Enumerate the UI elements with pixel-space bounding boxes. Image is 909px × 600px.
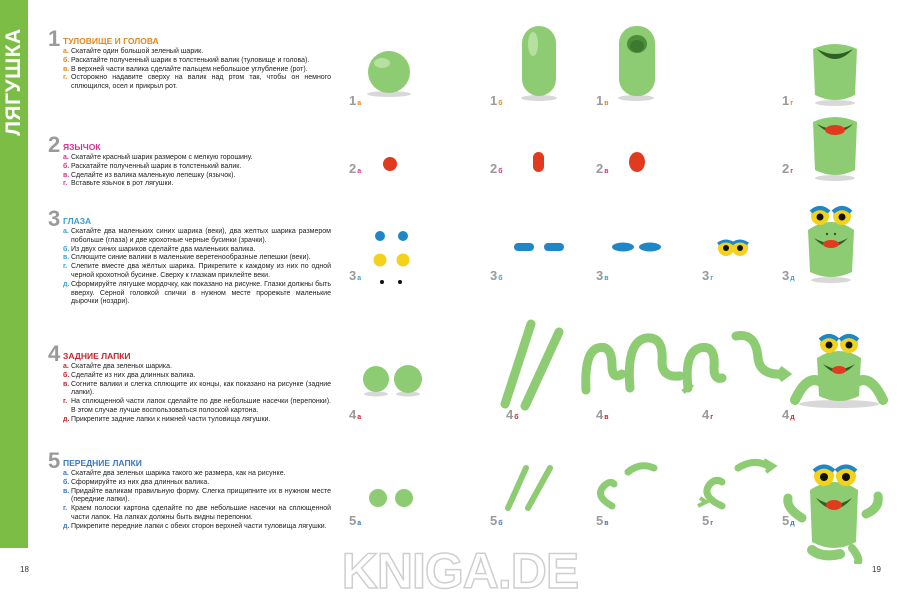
page-number-right: 19 [872,565,881,574]
step-label: 4а [349,407,362,422]
step-item: а. Скатайте два маленьких синих шарика (веки), два желтых шарика размером побольше (глаза) и две крохотные черные бусинки (зрачки). [63,228,331,244]
section-title: ГЛАЗА [63,216,92,226]
step-item: д. Прикрепите задние лапки к нижней части туловища лягушки. [63,415,271,423]
step-label: 5г [702,513,714,528]
two-small-green-balls-illustration [364,484,420,514]
step-label: 5б [490,513,503,528]
frog-with-hind-legs-illustration [787,330,889,410]
step-label: 2в [596,161,609,176]
section-number: 1 [48,26,61,51]
step-label: 1а [349,93,362,108]
bent-hind-legs-illustration [578,322,688,402]
step-item: в. В верхней части валика сделайте пальцем небольшое углубление (рот). [63,65,308,73]
hind-legs-with-webbing-illustration [680,322,792,402]
section-title: ПЕРЕДНИЕ ЛАПКИ [63,458,142,468]
sidebar-band [0,0,28,548]
step-label: 4в [596,407,609,422]
step-label: 4д [782,407,795,422]
green-roll-with-mouth-illustration [612,22,662,102]
step-item: г. Краем полоски картона сделайте по две небольшие насечки на сплющенной части лапок. На лапках должны быть видны перепонки. [63,505,331,521]
step-list [63,154,331,189]
step-item: д. Прикрепите передние лапки с обеих сторон верхней части туловища лягушки. [63,522,327,530]
watermark-logo [300,540,620,600]
step-item: б. Раскатайте полученный шарик в толстенький валик. [63,162,242,170]
red-tongue-flat-illustration [625,150,649,176]
step-label: 1г [782,93,794,108]
two-green-balls-illustration [358,360,426,398]
book-chapter-title: ЛЯГУШКА [2,28,25,136]
blue-rolls-illustration [510,238,570,256]
step-item: б. Раскатайте полученный шарик в толстенький валик (туловище и голова). [63,56,310,64]
step-label: 3д [782,268,795,283]
frog-with-face-illustration [800,202,862,284]
two-short-rolls-illustration [500,462,560,514]
page-number-left: 18 [20,565,29,574]
step-list [63,228,331,307]
svg-text:KNIGA.DE: KNIGA.DE [341,543,579,599]
step-label: 5а [349,513,362,528]
section-number: 5 [48,448,61,473]
blue-eyelids-illustration [608,238,666,256]
section-title: ЗАДНИЕ ЛАПКИ [63,351,131,361]
step-list [63,48,331,92]
finished-frog-illustration [782,458,884,564]
step-label: 3а [349,268,362,283]
step-item: в. Согните валики и слегка сплющите их концы, как показано на рисунке (задние лапки). [63,380,331,397]
two-long-rolls-illustration [493,316,573,412]
step-item: б. Сформируйте из них два длинных валика. [63,478,210,486]
step-label: 5в [596,513,609,528]
step-item: д. Сформируйте лягушке мордочку, как показано на рисунке. Глазки должны быть вверху. Серной головкой спички в нужном месте прорежьте маленькие дырочки (ноздри). [63,280,331,306]
step-item: в. Сплющите синие валики в маленькие веретенообразные лепешки (веки). [63,254,311,262]
step-item: в. Придайте валикам правильную форму. Слегка прищипните их в нужном месте (передние лапки). [63,487,331,504]
step-item: а. Скатайте один большой зеленый шарик. [63,48,204,55]
green-ball-illustration [360,48,420,98]
frog-body-with-mouth-illustration [805,35,865,107]
front-legs-with-webbing-illustration [694,456,784,514]
step-label: 3г [702,268,714,283]
step-label: 2а [349,161,362,176]
step-label: 2б [490,161,503,176]
section-number: 3 [48,206,61,231]
red-roll-illustration [530,150,548,176]
step-item: г. Осторожно надавите сверху на валик над ртом так, чтобы он немного сплющился, осел и прикрыл рот. [63,74,331,91]
step-item: г. Вставьте язычок в рот лягушки. [63,180,174,188]
red-ball-illustration [380,154,400,174]
step-label: 4г [702,407,714,422]
step-label: 4б [506,407,519,422]
green-roll-illustration [515,22,565,102]
frog-body-with-tongue-illustration [805,112,865,182]
step-item: а. Скатайте два зеленых шарика такого же размера, как на рисунке. [63,470,286,477]
step-item: б. Сделайте из них два длинных валика. [63,371,196,379]
step-item: г. Слепите вместе два жёлтых шарика. Прикрепите к каждому из них по одной черной крохотной бусинке. Сверху к глазкам приклейте веки. [63,263,331,279]
section-title: ЯЗЫЧОК [63,142,101,152]
step-item: а. Скатайте два зеленых шарика. [63,363,172,370]
step-item: г. На сплющенной части лапок сделайте по две небольшие насечки (перепонки). В этом случае лучше воспользоваться полоской картона. [63,398,331,414]
step-label: 3в [596,268,609,283]
eye-parts-balls-illustration [370,226,414,290]
step-label: 3б [490,268,503,283]
step-label: 1б [490,93,503,108]
step-label: 5д [782,513,795,528]
step-list [63,363,331,425]
step-label: 1в [596,93,609,108]
step-list [63,470,331,532]
section-number: 2 [48,132,61,157]
step-item: в. Сделайте из валика маленькую лепешку (язычок). [63,171,236,179]
assembled-eyes-illustration [715,236,751,260]
shaped-front-legs-illustration [590,458,660,514]
step-item: а. Скатайте красный шарик размером с мелкую горошину. [63,154,253,161]
step-label: 2г [782,161,794,176]
section-title: ТУЛОВИЩЕ И ГОЛОВА [63,36,159,46]
section-number: 4 [48,341,61,366]
step-item: б. Из двух синих шариков сделайте два маленьких валика. [63,245,256,253]
